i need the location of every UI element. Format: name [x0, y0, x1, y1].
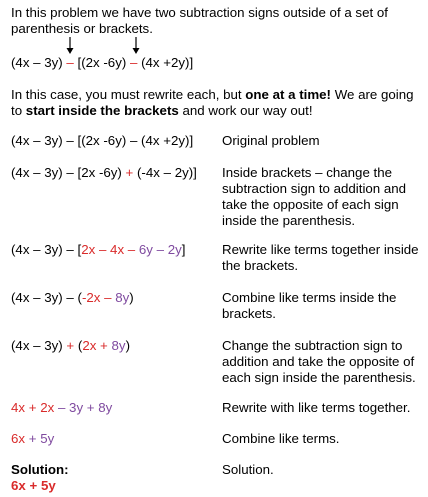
solution-block — [11, 462, 216, 494]
highlighted-minus: – — [66, 55, 74, 70]
step-expression: (4x – 3y) – [2x – 4x – 6y – 2y] — [11, 242, 186, 257]
step-expression: (4x – 3y) + (2x + 8y) — [11, 338, 130, 353]
intro-text: In this problem we have two subtraction signs outside of a set of parenthesis or brackets. — [11, 5, 388, 36]
down-arrow-icon — [65, 37, 75, 55]
step-description: Rewrite with like terms together. — [222, 400, 411, 415]
first-expression — [11, 55, 311, 71]
step-expression: 4x + 2x – 3y + 8y — [11, 400, 113, 415]
highlighted-minus: – — [129, 55, 138, 70]
solution-label: Solution: — [11, 462, 69, 477]
step-expression: (4x – 3y) – [(2x -6y) – (4x +2y)] — [11, 133, 194, 148]
step-description: Rewrite like terms together inside the brackets. — [222, 242, 419, 273]
step-expression: (4x – 3y) – (-2x – 8y) — [11, 290, 134, 305]
down-arrow-icon — [131, 37, 141, 55]
step-description: Combine like terms inside the brackets. — [222, 290, 397, 321]
instructions-text: In this case, you must rewrite each, but one at a time! We are going to start inside the brackets and work our way out! — [11, 87, 414, 118]
expr-part: [(2x -6y) — [73, 55, 130, 70]
step-description: Original problem — [222, 133, 320, 148]
expr-part: (4x +2y)] — [137, 55, 194, 70]
expr-part: (4x – 3y) — [11, 55, 67, 70]
step-description: Change the subtraction sign to addition and take the opposite of each sign inside the parenthesis. — [222, 338, 416, 385]
step-expression: 6x + 5y — [11, 431, 55, 446]
step-expression: (4x – 3y) – [2x -6y) + (-4x – 2y)] — [11, 165, 197, 180]
solution-answer: 6x + 5y — [11, 478, 56, 493]
step-description: Inside brackets – change the subtraction sign to addition and take the opposite of each sign inside the parenthesis. — [222, 165, 407, 228]
step-description: Solution. — [222, 462, 274, 477]
step-description: Combine like terms. — [222, 431, 340, 446]
